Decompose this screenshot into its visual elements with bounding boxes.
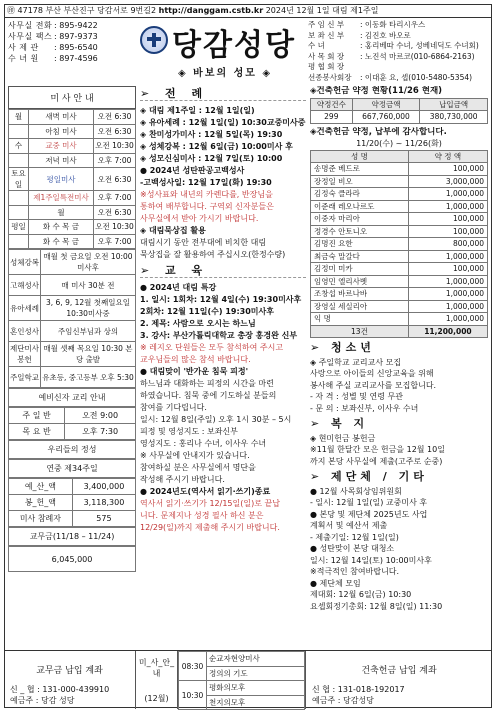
youth-notices — [310, 357, 488, 415]
education-line: 일시: 12월 8일(주일) 오후 1시 30분 – 5시 — [140, 415, 292, 424]
intention-primary: 평화의모후 — [207, 681, 305, 696]
mass-time: 오전 6:30 — [94, 124, 136, 139]
donor-name: 장정일 비오 — [311, 175, 409, 188]
donor-row — [311, 188, 488, 201]
groups-line: ※적극적인 참여바랍니다. — [310, 567, 400, 576]
offering-value: 3,400,000 — [72, 479, 135, 495]
groups-line: 계획서 및 예산서 제출 — [310, 521, 388, 530]
mass-time: 오전 6:30 — [94, 110, 136, 125]
intention-time: 10:30 — [179, 681, 207, 710]
welfare-notices — [310, 433, 488, 468]
liturgy-line: ◈ 대림 제1주일 : 12월 1일(일) — [140, 106, 255, 115]
donor-amount: 1,000,000 — [408, 288, 487, 301]
mass-month-box — [136, 651, 178, 709]
welfare-line: ※11월 한달간 모은 헌금을 12월 10일 — [310, 445, 445, 454]
donor-total-count: 13건 — [311, 325, 409, 338]
donor-name: 송명준 베드로 — [311, 163, 409, 176]
donor-name: 임영민 엘리사벳 — [311, 275, 409, 288]
offering-account-number: 신 _ 협 : 131-000-439910 — [10, 685, 110, 694]
offering-table — [8, 478, 136, 527]
youth-line: 사랑으로 아이들의 신앙교육을 위해 — [310, 369, 434, 378]
mass-name: 새벽 미사 — [29, 110, 94, 125]
youth-line: ◈ 주일학교 교리교사 모집 — [310, 357, 402, 367]
education-line: 역사서 읽기·쓰기가 12/15일(일)로 끝납 — [140, 499, 280, 508]
education-notices — [140, 282, 306, 534]
top-address-bar — [4, 4, 492, 18]
groups-line: - 일시: 12월 1일(일) 교중미사 후 — [310, 498, 428, 507]
catechism-title: 예비신자 교리 안내 — [8, 388, 136, 407]
liturgy-line: 사무실에서 받아 가시기 바랍니다. — [140, 214, 259, 223]
liturgy-line: ◈ 찬미성가미사 : 12월 5일(목) 19:30 — [140, 130, 283, 139]
staff-role: 선종봉사회장 — [308, 72, 352, 82]
intention-time: 08:30 — [179, 652, 207, 681]
offering-value: 575 — [72, 511, 135, 527]
website-link[interactable]: http://danggam.cstb.kr — [158, 6, 264, 15]
donor-name: 장영실 세실리아 — [311, 300, 409, 313]
contact-row — [8, 53, 136, 64]
donor-row — [311, 225, 488, 238]
pledge-cell: 299 — [311, 111, 353, 124]
sacrament-label: 성체강복 — [9, 250, 41, 275]
church-name: 당감성당 — [172, 28, 296, 63]
mass-guide-title: 미 사 안 내 — [8, 86, 136, 109]
donor-amount: 1,000,000 — [408, 313, 487, 326]
liturgy-line: ※성사표와 내년의 카렌다를, 반장님을 — [140, 190, 273, 199]
middle-column — [140, 86, 306, 534]
contact-value: : 895-6540 — [54, 43, 98, 52]
donor-total-amount: 11,200,000 — [408, 325, 487, 338]
education-line: 영성지도 : 홍리나 수녀, 이사우 수녀 — [140, 439, 267, 448]
donor-amount: 100,000 — [408, 163, 487, 176]
mass-day — [9, 234, 29, 249]
mass-row — [9, 124, 136, 139]
building-account-holder: 예금주 : 당감성당 — [312, 696, 374, 705]
fund-value: 6,045,000 — [8, 546, 136, 572]
building-account-title: 건축헌금 납입 계좌 — [361, 666, 437, 676]
catechism-row — [9, 408, 136, 424]
pledge-header-row — [311, 98, 488, 111]
donor-amount: 1,000,000 — [408, 250, 487, 263]
staff-name: : 이동화 타리시우스 — [360, 20, 426, 29]
staff-role: 보 좌 신 부 — [308, 30, 345, 40]
sacrament-label: 제단미사봉헌 — [9, 342, 41, 367]
church-subtitle: ◈ 바보의 성모 ◈ — [178, 68, 273, 79]
mass-intention-box — [178, 651, 306, 709]
thanks-title: ◈건축헌금 약정, 납부에 감사합니다. — [310, 126, 447, 137]
mass-time: 오전 10:30 — [94, 220, 136, 235]
pledge-row — [311, 111, 488, 124]
cross-emblem-icon — [140, 26, 168, 54]
staff-role: 주 임 신 부 — [308, 20, 345, 29]
education-line: 하느님과 대화하는 피정의 시간을 마련 — [140, 379, 274, 388]
mass-time: 오후 7:00 — [94, 191, 136, 206]
donor-header-cell: 성 명 — [311, 150, 409, 163]
catechism-time: 오전 9:00 — [65, 408, 136, 424]
offering-account-box — [4, 651, 136, 709]
donor-name: 김명진 요한 — [311, 238, 409, 251]
contact-value: : 895-9422 — [54, 21, 98, 30]
intention-row — [179, 681, 305, 696]
mass-row — [9, 168, 136, 191]
intention-secondary: 정의의 기도 — [207, 666, 305, 681]
address-text: ㊞ 47178 부산 부산진구 당감서로 9번길2 — [7, 6, 157, 15]
liturgy-line: ◈ 대림묵상집 활용 — [140, 226, 206, 235]
education-line: 2회차: 12월 11일(수) 19:30미사후 — [140, 307, 274, 316]
liturgy-line: ● 2024년 성탄판공고백성사 — [140, 166, 245, 175]
donor-header-cell: 약 정 액 — [408, 150, 487, 163]
donor-amount: 1,000,000 — [408, 275, 487, 288]
mass-name: 월 — [29, 205, 94, 220]
donor-row — [311, 213, 488, 226]
education-line: 니다. 문제지나 성경 필사 하신 분은 — [140, 511, 264, 520]
welfare-heading: ➢ 복 지 — [310, 417, 369, 430]
liturgy-line: ◈ 성체강복 : 12월 6일(금) 10:00미사 후 — [140, 142, 293, 151]
donor-name: 조창섭 바르나바 — [311, 288, 409, 301]
mass-time: 오전 10:30 — [94, 139, 136, 154]
groups-line: ● 본당 및 제단체 2025년도 사업 — [310, 509, 428, 519]
mass-name: 교중 미사 — [29, 139, 94, 154]
offering-row — [9, 511, 136, 527]
mass-row — [9, 220, 136, 235]
youth-heading: ➢ 청소년 — [310, 341, 375, 354]
offering-row — [9, 479, 136, 495]
education-line: 1. 일시: 1회차: 12월 4일(수) 19:30미사후 — [140, 295, 302, 304]
youth-line: 봉사해 주실 교리교사를 모집합니다. — [310, 380, 437, 390]
mass-row — [9, 153, 136, 168]
staff-name: : 김진호 바오로 — [360, 30, 411, 40]
donor-name: 최금숙 말갈다 — [311, 250, 409, 263]
donor-amount: 100,000 — [408, 225, 487, 238]
pledge-header-cell: 약정금액 — [352, 98, 420, 111]
catechism-class: 주 일 반 — [9, 408, 65, 424]
catechism-class: 목 요 반 — [9, 424, 65, 440]
left-column — [8, 86, 136, 572]
sacrament-label: 주일학교 — [9, 367, 41, 388]
donor-row — [311, 263, 488, 276]
sacrament-label: 고해성사 — [9, 275, 41, 296]
welfare-line: ◈ 현미헌금 봉헌금 — [310, 433, 376, 443]
sacrament-detail: 매월 첫 금요일 오전 10:00 미사후 — [41, 250, 136, 275]
mass-day — [9, 124, 29, 139]
staff-row — [308, 62, 490, 73]
offering-account-holder: 예금주 : 당감 성당 — [10, 696, 75, 705]
staff-row — [308, 41, 490, 52]
donor-row — [311, 200, 488, 213]
sacrament-detail: 3, 6, 9, 12월 첫째일요일 10:30미사중 — [41, 296, 136, 321]
donor-row — [311, 313, 488, 326]
contact-label: 수 녀 원 — [8, 54, 39, 63]
education-line: ※ 사무실에 안내지가 있습니다. — [140, 451, 250, 460]
mass-name: 화 수 목 금 — [29, 220, 94, 235]
donor-row — [311, 288, 488, 301]
donor-name: 김정숙 클라라 — [311, 188, 409, 201]
mass-row — [9, 191, 136, 206]
liturgy-heading: ➢ 전 례 — [140, 88, 306, 101]
donor-amount: 3,000,000 — [408, 175, 487, 188]
fund-title: 교무금(11/18 – 11/24) — [8, 527, 136, 546]
mass-day: 토요일 — [9, 168, 29, 191]
offering-label: 봉_헌_액 — [9, 495, 73, 511]
liturgy-line: ◈ 유아세례 : 12월 1일(일) 10:30교중미사중 — [140, 118, 306, 127]
education-line: ● 2024년도(역사서 읽기·쓰기)종료 — [140, 487, 271, 496]
donor-row — [311, 175, 488, 188]
intention-primary: 순교자현양미사 — [207, 652, 305, 667]
offering-label: 예_산_액 — [9, 479, 73, 495]
contact-label: 사무실 전화 — [8, 21, 53, 30]
donor-name: 익 명 — [311, 313, 409, 326]
donor-amount: 1,000,000 — [408, 300, 487, 313]
donor-header-row — [311, 150, 488, 163]
mass-name: 평일미사 — [29, 168, 94, 191]
sacrament-row — [9, 296, 136, 321]
education-line: 교우님들의 많은 참석 바랍니다. — [140, 355, 251, 364]
mass-name: 제1주일특전미사 — [29, 191, 94, 206]
groups-line: ● 12월 사목회상임위원회 — [310, 486, 402, 496]
donor-amount: 1,000,000 — [408, 188, 487, 201]
mass-row — [9, 205, 136, 220]
donor-name: 이준래 레오나르도 — [311, 200, 409, 213]
offering-subtitle: 연중 제34주일 — [8, 459, 136, 478]
church-logo — [138, 20, 304, 80]
contact-value: : 897-9373 — [54, 32, 98, 41]
sacrament-row — [9, 367, 136, 388]
right-column — [310, 86, 488, 612]
mass-day — [9, 205, 29, 220]
sacrament-row — [9, 342, 136, 367]
mass-name: 아침 미사 — [29, 124, 94, 139]
contact-row — [8, 20, 136, 31]
sacrament-label: 유아세례 — [9, 296, 41, 321]
intention-row — [179, 652, 305, 667]
liturgy-line: ◈ 성모신심미사 : 12월 7일(토) 10:00 — [140, 154, 283, 163]
contact-value: : 897-4596 — [54, 54, 98, 63]
pledge-cell: 667,760,000 — [352, 111, 420, 124]
staff-role: 사 목 회 장 — [308, 51, 345, 61]
staff-row — [308, 52, 490, 63]
catechism-table — [8, 407, 136, 440]
building-account-number: 신 협 : 131-018-192017 — [312, 685, 405, 694]
education-line: 작성해 주시기 바랍니다. — [140, 475, 225, 484]
donor-table — [310, 150, 488, 339]
mass-name: 화 수 목 금 — [29, 234, 94, 249]
education-line: 참여하실 분은 사무실에서 명단을 — [140, 463, 256, 472]
groups-line: 일시: 12월 14일(토) 10:00미사후 — [310, 555, 432, 565]
donor-row — [311, 238, 488, 251]
education-line: 하였습니다. 침묵 중에 기도하실 분들의 — [140, 391, 277, 400]
sacrament-label: 혼인성사 — [9, 321, 41, 342]
sacrament-table — [8, 249, 136, 388]
mass-time: 오전 6:30 — [94, 205, 136, 220]
offering-label: 미사 참례자 — [9, 511, 73, 527]
staff-name: : 노진석 마르코(010-6864-2163) — [360, 51, 475, 61]
donor-name: 이중자 마리아 — [311, 213, 409, 226]
mass-intention-table — [178, 651, 305, 710]
donor-amount: 100,000 — [408, 213, 487, 226]
staff-name: : 이대훈 요, 셉(010-5480-5354) — [360, 72, 473, 82]
pledge-cell: 380,730,000 — [420, 111, 488, 124]
donor-row — [311, 163, 488, 176]
groups-line: ● 제단체 모임 — [310, 578, 361, 588]
groups-heading: ➢ 제단체 / 기타 — [310, 470, 428, 483]
issue-date: 2024년 12월 1일 대림 제1주일 — [265, 6, 379, 15]
mass-day: 수 — [9, 139, 29, 154]
mass-time: 오전 6:30 — [94, 168, 136, 191]
offering-title: 우리들의 정성 — [8, 440, 136, 459]
donor-amount: 800,000 — [408, 238, 487, 251]
staff-info — [308, 20, 490, 83]
staff-row — [308, 73, 490, 84]
catechism-time: 오후 7:30 — [65, 424, 136, 440]
thanks-period: 11/20(수) ~ 11/26(화) — [356, 139, 442, 148]
education-line: 피정 및 영성지도 : 보좌신부 — [140, 427, 238, 436]
mass-day: 평일 — [9, 220, 29, 235]
donor-total-row — [311, 325, 488, 338]
offering-account-title: 교무금 납입 계좌 — [36, 666, 103, 676]
building-account-box — [306, 651, 492, 709]
offering-value: 3,118,300 — [72, 495, 135, 511]
staff-role: 수 녀 — [308, 41, 325, 50]
sacrament-detail: 매 미사 30분 전 — [41, 275, 136, 296]
liturgy-line: 묵상집을 잘 활용하여 주십시오(한정수량) — [140, 250, 286, 259]
mass-day — [9, 153, 29, 168]
groups-line: 제대회: 12월 6일(금) 10:30 — [310, 590, 412, 599]
youth-line: - 문 의 : 보좌신부, 이사우 수녀 — [310, 403, 419, 413]
sacrament-row — [9, 250, 136, 275]
youth-line: - 자 격 : 성별 및 연령 무관 — [310, 392, 403, 401]
mass-month-label: 미_사_안_내 — [138, 658, 175, 678]
education-line: 12/29(일)까지 제출해 주시기 바랍니다. — [140, 523, 280, 532]
mass-schedule-table — [8, 109, 136, 249]
groups-line: 요셉회정기총회: 12월 8일(일) 11:30 — [310, 601, 443, 611]
donor-amount: 100,000 — [408, 263, 487, 276]
sacrament-detail: 주임신부님과 상의 — [41, 321, 136, 342]
staff-row — [308, 20, 490, 31]
liturgy-line: 대림시기 동안 전부대에 비치한 대림 — [140, 238, 267, 247]
mass-row — [9, 139, 136, 154]
offering-row — [9, 495, 136, 511]
education-line: ※ 레지오 단원들은 모두 참석하여 주시고 — [140, 343, 284, 352]
mass-day — [9, 191, 29, 206]
sacrament-row — [9, 275, 136, 296]
welfare-line: 까지 본당 사무실에 제출(고주로 순중) — [310, 456, 443, 466]
donor-row — [311, 250, 488, 263]
donor-row — [311, 300, 488, 313]
contact-info — [8, 20, 136, 64]
pledge-title: ◈건축헌금 약정 현황(11/26 현재) — [310, 86, 443, 96]
groups-line: - 제출기일: 12월 1일(일) — [310, 532, 399, 542]
liturgy-notices — [140, 105, 306, 261]
intention-secondary: 천지의모후 — [207, 695, 305, 710]
contact-row — [8, 42, 136, 53]
groups-notices — [310, 486, 488, 613]
pledge-header-cell: 약정건수 — [311, 98, 353, 111]
donor-name: 정경수 안토니오 — [311, 225, 409, 238]
education-line: ● 2024년 대림 특강 — [140, 283, 217, 292]
education-line: 2. 제목: 사람으로 오시는 하느님 — [140, 319, 256, 328]
mass-month-sub: (12월) — [144, 694, 169, 703]
sacrament-detail: 유초등, 중고등부 오후 5:30 — [41, 367, 136, 388]
contact-row — [8, 31, 136, 42]
liturgy-line: -고백성사일: 12월 17일(화) 19:30 — [140, 178, 272, 187]
donor-row — [311, 275, 488, 288]
sacrament-row — [9, 321, 136, 342]
staff-role: 평 협 회 장 — [308, 62, 345, 71]
mass-day: 월 — [9, 110, 29, 125]
pledge-table — [310, 98, 488, 124]
pledge-header-cell: 납입금액 — [420, 98, 488, 111]
catechism-row — [9, 424, 136, 440]
mass-time: 오후 7:00 — [94, 234, 136, 249]
contact-label: 사 제 관 — [8, 43, 39, 52]
mass-time: 오후 7:00 — [94, 153, 136, 168]
staff-row — [308, 31, 490, 42]
sacrament-detail: 매월 셋째 목요일 10:30 본당 출발 — [41, 342, 136, 367]
liturgy-line: 통하여 배부합니다. 구역외 신자분들은 — [140, 202, 274, 211]
staff-name — [360, 62, 490, 73]
mass-row — [9, 110, 136, 125]
donor-name: 김정미 미카 — [311, 263, 409, 276]
education-line: 참여를 기다립니다. — [140, 403, 207, 412]
education-heading: ➢ 교 육 — [140, 265, 306, 278]
education-line: 3. 강사: 부산가톨릭대학교 총장 홍경완 신부 — [140, 331, 298, 340]
footer — [4, 650, 492, 708]
mass-row — [9, 234, 136, 249]
groups-line: ● 성탄맞이 본당 대청소 — [310, 544, 395, 553]
mass-name: 저녁 미사 — [29, 153, 94, 168]
staff-name: : 홍리베따 수녀, 성베네딕도 수녀회) — [360, 41, 479, 50]
education-line: ● 대림맞이 '반가운 침묵 피정' — [140, 367, 249, 376]
contact-label: 사무실 팩스 — [8, 32, 53, 41]
donor-amount: 1,000,000 — [408, 200, 487, 213]
